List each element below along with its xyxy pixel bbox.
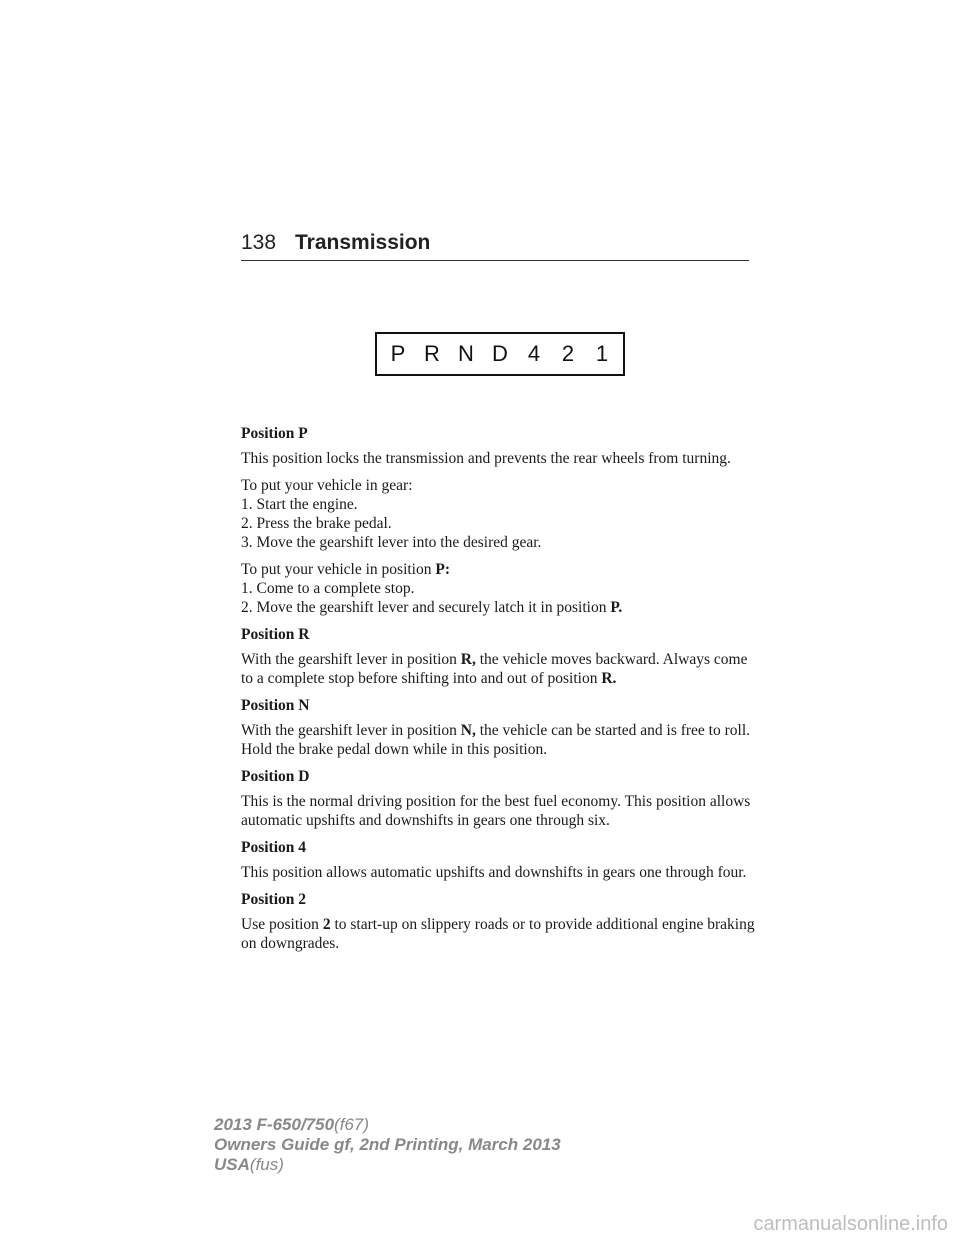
park-intro [241, 560, 761, 579]
paragraph-position-4: This position allows automatic upshifts and downshifts in gears one through four. [241, 864, 747, 881]
heading-position-n: Position N [241, 697, 310, 714]
gear-position-4: 4 [527, 341, 541, 366]
footer-guide-line [214, 1135, 561, 1155]
footer-guide: Owners Guide gf, 2nd Printing, March 2013 [214, 1135, 561, 1154]
gear-intro: To put your vehicle in gear: [241, 477, 413, 494]
list-item: 3. Move the gearshift lever into the desired gear. [241, 534, 542, 551]
two-bold-1: 2 [322, 916, 331, 933]
r-text-1: With the gearshift lever in position [241, 651, 461, 668]
gear-position-indicator [375, 332, 625, 376]
list-item: 2. Press the brake pedal. [241, 515, 392, 532]
section-title: Transmission [295, 231, 431, 254]
paragraph-position-n [241, 721, 761, 759]
list-item [241, 598, 761, 617]
heading-position-2: Position 2 [241, 891, 307, 908]
footer-market-line [214, 1155, 561, 1175]
heading-position-d: Position D [241, 768, 310, 785]
r-text-2: the vehicle moves backward. Always come to a complete stop before shifting into and out of position [241, 651, 748, 687]
list-item: 1. Start the engine. [241, 496, 358, 513]
paragraph-position-r [241, 650, 761, 688]
n-text-2: the vehicle can be started and is free to roll. Hold the brake pedal down while in this position. [241, 722, 751, 758]
heading-position-r: Position R [241, 626, 310, 643]
park-intro-text: To put your vehicle in position [241, 561, 436, 578]
park-step-2-bold: P. [610, 599, 623, 616]
two-text-1: Use position [241, 916, 323, 933]
footer-model-line [214, 1115, 561, 1135]
footer-model: 2013 F-650/750 [214, 1115, 335, 1134]
gear-position-d: D [492, 341, 508, 366]
page-content [241, 424, 761, 961]
r-bold-2: R. [601, 670, 617, 687]
list-item: 1. Come to a complete stop. [241, 580, 415, 597]
heading-position-4: Position 4 [241, 839, 307, 856]
n-bold-1: N, [460, 722, 476, 739]
page-footer [214, 1115, 561, 1175]
footer-market: USA [214, 1155, 250, 1174]
park-instructions [241, 560, 761, 617]
gear-position-p: P [390, 341, 406, 366]
paragraph-position-p: This position locks the transmission and prevents the rear wheels from turning. [241, 450, 731, 467]
park-step-2-text: 2. Move the gearshift lever and securely latch it in position [241, 599, 611, 616]
gear-position-n: N [458, 341, 474, 366]
two-text-2: to start-up on slippery roads or to provide additional engine braking on downgrades. [241, 916, 755, 952]
paragraph-position-d: This is the normal driving position for the best fuel economy. This position allows automatic upshifts and downshifts in gears one through six. [241, 793, 751, 829]
heading-position-p: Position P [241, 425, 308, 442]
gear-position-r: R [424, 341, 440, 366]
gear-position-2: 2 [561, 341, 575, 366]
n-text-1: With the gearshift lever in position [241, 722, 461, 739]
footer-model-code: (f67) [334, 1115, 370, 1134]
park-steps-list [241, 579, 761, 617]
page-header [241, 230, 749, 261]
footer-market-code: (fus) [249, 1155, 284, 1174]
r-bold-1: R, [460, 651, 476, 668]
paragraph-position-2 [241, 915, 761, 953]
gear-instructions [241, 476, 761, 552]
watermark: carmanualsonline.info [753, 1213, 948, 1235]
gear-steps-list [241, 495, 761, 552]
gear-position-1: 1 [595, 341, 609, 366]
park-intro-bold: P: [435, 561, 451, 578]
page-number: 138 [241, 231, 277, 254]
